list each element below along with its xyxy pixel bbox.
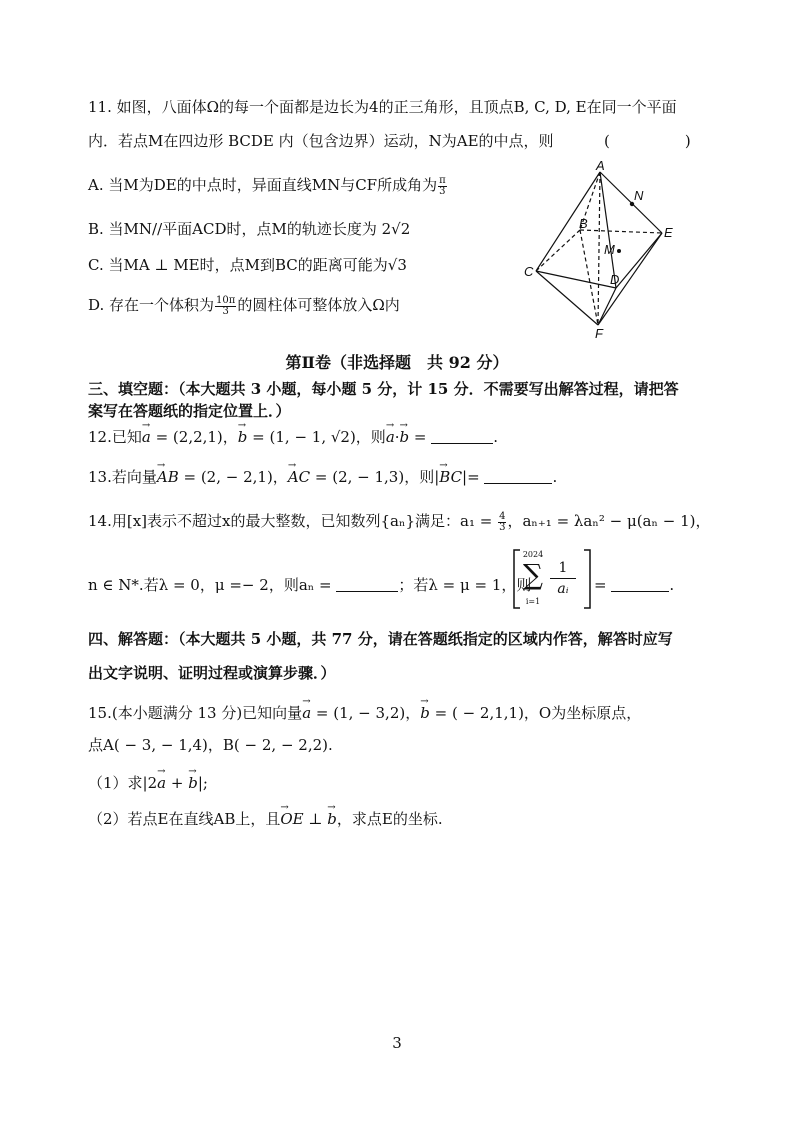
q12-prefix: 12.已知 xyxy=(88,428,142,446)
point-M xyxy=(617,249,621,253)
q11-option-d-fraction xyxy=(215,296,236,317)
section3-header-line2: 案写在答题纸的指定位置上．） xyxy=(88,402,291,420)
q15-part1 xyxy=(88,772,208,794)
q15-b-value: = ( − 2,1,1)，O为坐标原点， xyxy=(429,704,642,722)
label-A: A xyxy=(596,160,605,173)
q14-line2-end xyxy=(594,574,674,596)
fraction-numerator: 1 xyxy=(550,558,576,579)
vector-a: → a xyxy=(157,772,166,794)
q14-case2: ；若λ = μ = 1，则 xyxy=(398,576,532,594)
section3-header-line1: 三、填空题：（本大题共 3 小题，每小题 5 分，计 15 分．不需要写出解答过程，请把答 xyxy=(88,380,679,398)
vector-a: → a xyxy=(142,426,151,448)
perpendicular-sign: ⊥ xyxy=(303,810,328,828)
vector-a: → a xyxy=(302,702,311,724)
vector-a: → a xyxy=(386,426,395,448)
section4-header-line2: 出文字说明、证明过程或演算步骤．） xyxy=(88,664,336,682)
q14-recurrence: ，aₙ₊₁ = λaₙ² − μ(aₙ − 1)， xyxy=(507,512,711,530)
vector-b: → b xyxy=(327,808,337,830)
fraction-denominator: 3 xyxy=(222,305,229,317)
sum-term-fraction xyxy=(550,558,576,599)
q13-prefix: 13.若向量 xyxy=(88,468,157,486)
q14-floor-sum xyxy=(512,548,592,610)
fraction-denominator: 3 xyxy=(499,521,506,533)
q11-line1: 11. 如图，八面体Ω的每一个面都是边长为4的正三角形，且顶点B, C, D, E在同一个平面 xyxy=(88,98,677,116)
section4-header-line1: 四、解答题：（本大题共 5 小题，共 77 分，请在答题纸指定的区域内作答，解答时应写 xyxy=(88,630,673,648)
q15-a-value: = (1, − 3,2)， xyxy=(311,704,421,722)
edge-DE xyxy=(616,233,662,288)
fraction-numerator: 4 xyxy=(499,510,506,522)
q13-equals: |= xyxy=(462,468,485,486)
part2-title: 第Ⅱ卷（非选择题 共 92 分） xyxy=(285,353,509,372)
q12-a-value: = (2,2,1)， xyxy=(150,428,238,446)
equals-sign: = xyxy=(594,576,612,594)
vector-b: → b xyxy=(188,772,198,794)
q14-a1-fraction xyxy=(498,512,506,533)
q11-option-a-fraction xyxy=(438,176,447,197)
q14-answer-blank-1[interactable] xyxy=(336,575,398,592)
q12 xyxy=(88,426,498,448)
dot-operator: · xyxy=(394,428,400,446)
q13 xyxy=(88,466,557,488)
q11-option-d-suffix: 的圆柱体可整体放入Ω内 xyxy=(237,296,400,314)
q15-line2: 点A( − 3, − 1,4)，B( − 2, − 2,2). xyxy=(88,736,333,754)
q13-ac-value: = (2, − 1,3)，则| xyxy=(310,468,440,486)
q14-case1: n ∈ N*.若λ = 0，μ =− 2，则aₙ = xyxy=(88,576,337,594)
q11-option-a-text: A. 当M为DE的中点时，异面直线MN与CF所成角为 xyxy=(88,176,438,194)
edge-AF xyxy=(598,172,600,325)
fraction-numerator: 10π xyxy=(216,294,236,306)
vector-b: → b xyxy=(400,426,410,448)
q12-b-value: = (1, − 1, √2)，则 xyxy=(247,428,386,446)
vector-b: → b xyxy=(238,426,248,448)
edge-DF xyxy=(598,288,616,325)
q15-prefix: 15.(本小题满分 13 分)已知向量 xyxy=(88,704,303,722)
vector-BC: → BC xyxy=(439,466,462,488)
q13-ab-value: = (2, − 2,1)， xyxy=(178,468,288,486)
octahedron-figure xyxy=(520,160,690,340)
q14-line1 xyxy=(88,510,711,533)
vector-AC: → AC xyxy=(288,466,310,488)
fraction-denominator: 3 xyxy=(439,185,446,197)
q12-answer-blank[interactable] xyxy=(431,427,493,444)
sum-lower-limit: i=1 xyxy=(525,597,541,606)
label-M: M xyxy=(604,242,615,257)
q11-option-c: C. 当MA ⊥ ME时，点M到BC的距离可能为√3 xyxy=(88,256,407,274)
q15-part1-prefix: （1）求|2 xyxy=(88,774,158,792)
q14-period: . xyxy=(669,576,675,594)
plus-sign: + xyxy=(166,774,189,792)
q11-option-b: B. 当MN//平面ACD时，点M的轨迹长度为 2√2 xyxy=(88,220,411,238)
label-F: F xyxy=(595,326,603,340)
q14-line2 xyxy=(88,574,531,596)
page-number: 3 xyxy=(392,1034,402,1052)
edge-AC xyxy=(536,172,600,271)
vector-OE: → OE xyxy=(280,808,303,830)
label-B: B xyxy=(579,216,588,231)
q14-answer-blank-2[interactable] xyxy=(611,575,669,592)
q15-part2-prefix: （2）若点E在直线AB上，且 xyxy=(88,810,281,828)
vector-b: → b xyxy=(420,702,430,724)
q13-answer-blank[interactable] xyxy=(484,467,552,484)
sum-upper-limit: 2024 xyxy=(522,550,544,559)
summation-symbol: ∑ xyxy=(523,558,543,591)
q11-option-a xyxy=(88,174,448,197)
vector-AB: → AB xyxy=(157,466,179,488)
q11-line2: 内．若点M在四边形 BCDE 内（包含边界）运动，N为AE的中点，则 xyxy=(88,132,554,150)
fraction-denominator: aᵢ xyxy=(557,581,569,597)
q11-option-d-text: D. 存在一个体积为 xyxy=(88,296,215,314)
label-D: D xyxy=(610,272,620,287)
edge-CD xyxy=(536,271,616,288)
equals-sign: = xyxy=(409,428,432,446)
fraction-numerator: π xyxy=(439,174,446,186)
q11-answer-paren: ( ) xyxy=(604,132,691,150)
q12-period: . xyxy=(493,428,499,446)
edge-BF xyxy=(580,230,598,325)
label-N: N xyxy=(634,188,644,203)
q14-line1-prefix: 14.用[x]表示不超过x的最大整数，已知数列{aₙ}满足：a₁ = xyxy=(88,512,498,530)
q15-part1-end: |; xyxy=(197,774,208,792)
label-C: C xyxy=(524,264,534,279)
edge-BE xyxy=(580,230,662,233)
q15-line1 xyxy=(88,702,641,724)
edge-AD xyxy=(600,172,616,288)
q15-part2 xyxy=(88,808,443,830)
q15-part2-end: ，求点E的坐标. xyxy=(336,810,443,828)
label-E: E xyxy=(664,225,673,240)
q11-option-d xyxy=(88,294,400,317)
q13-period: . xyxy=(552,468,558,486)
